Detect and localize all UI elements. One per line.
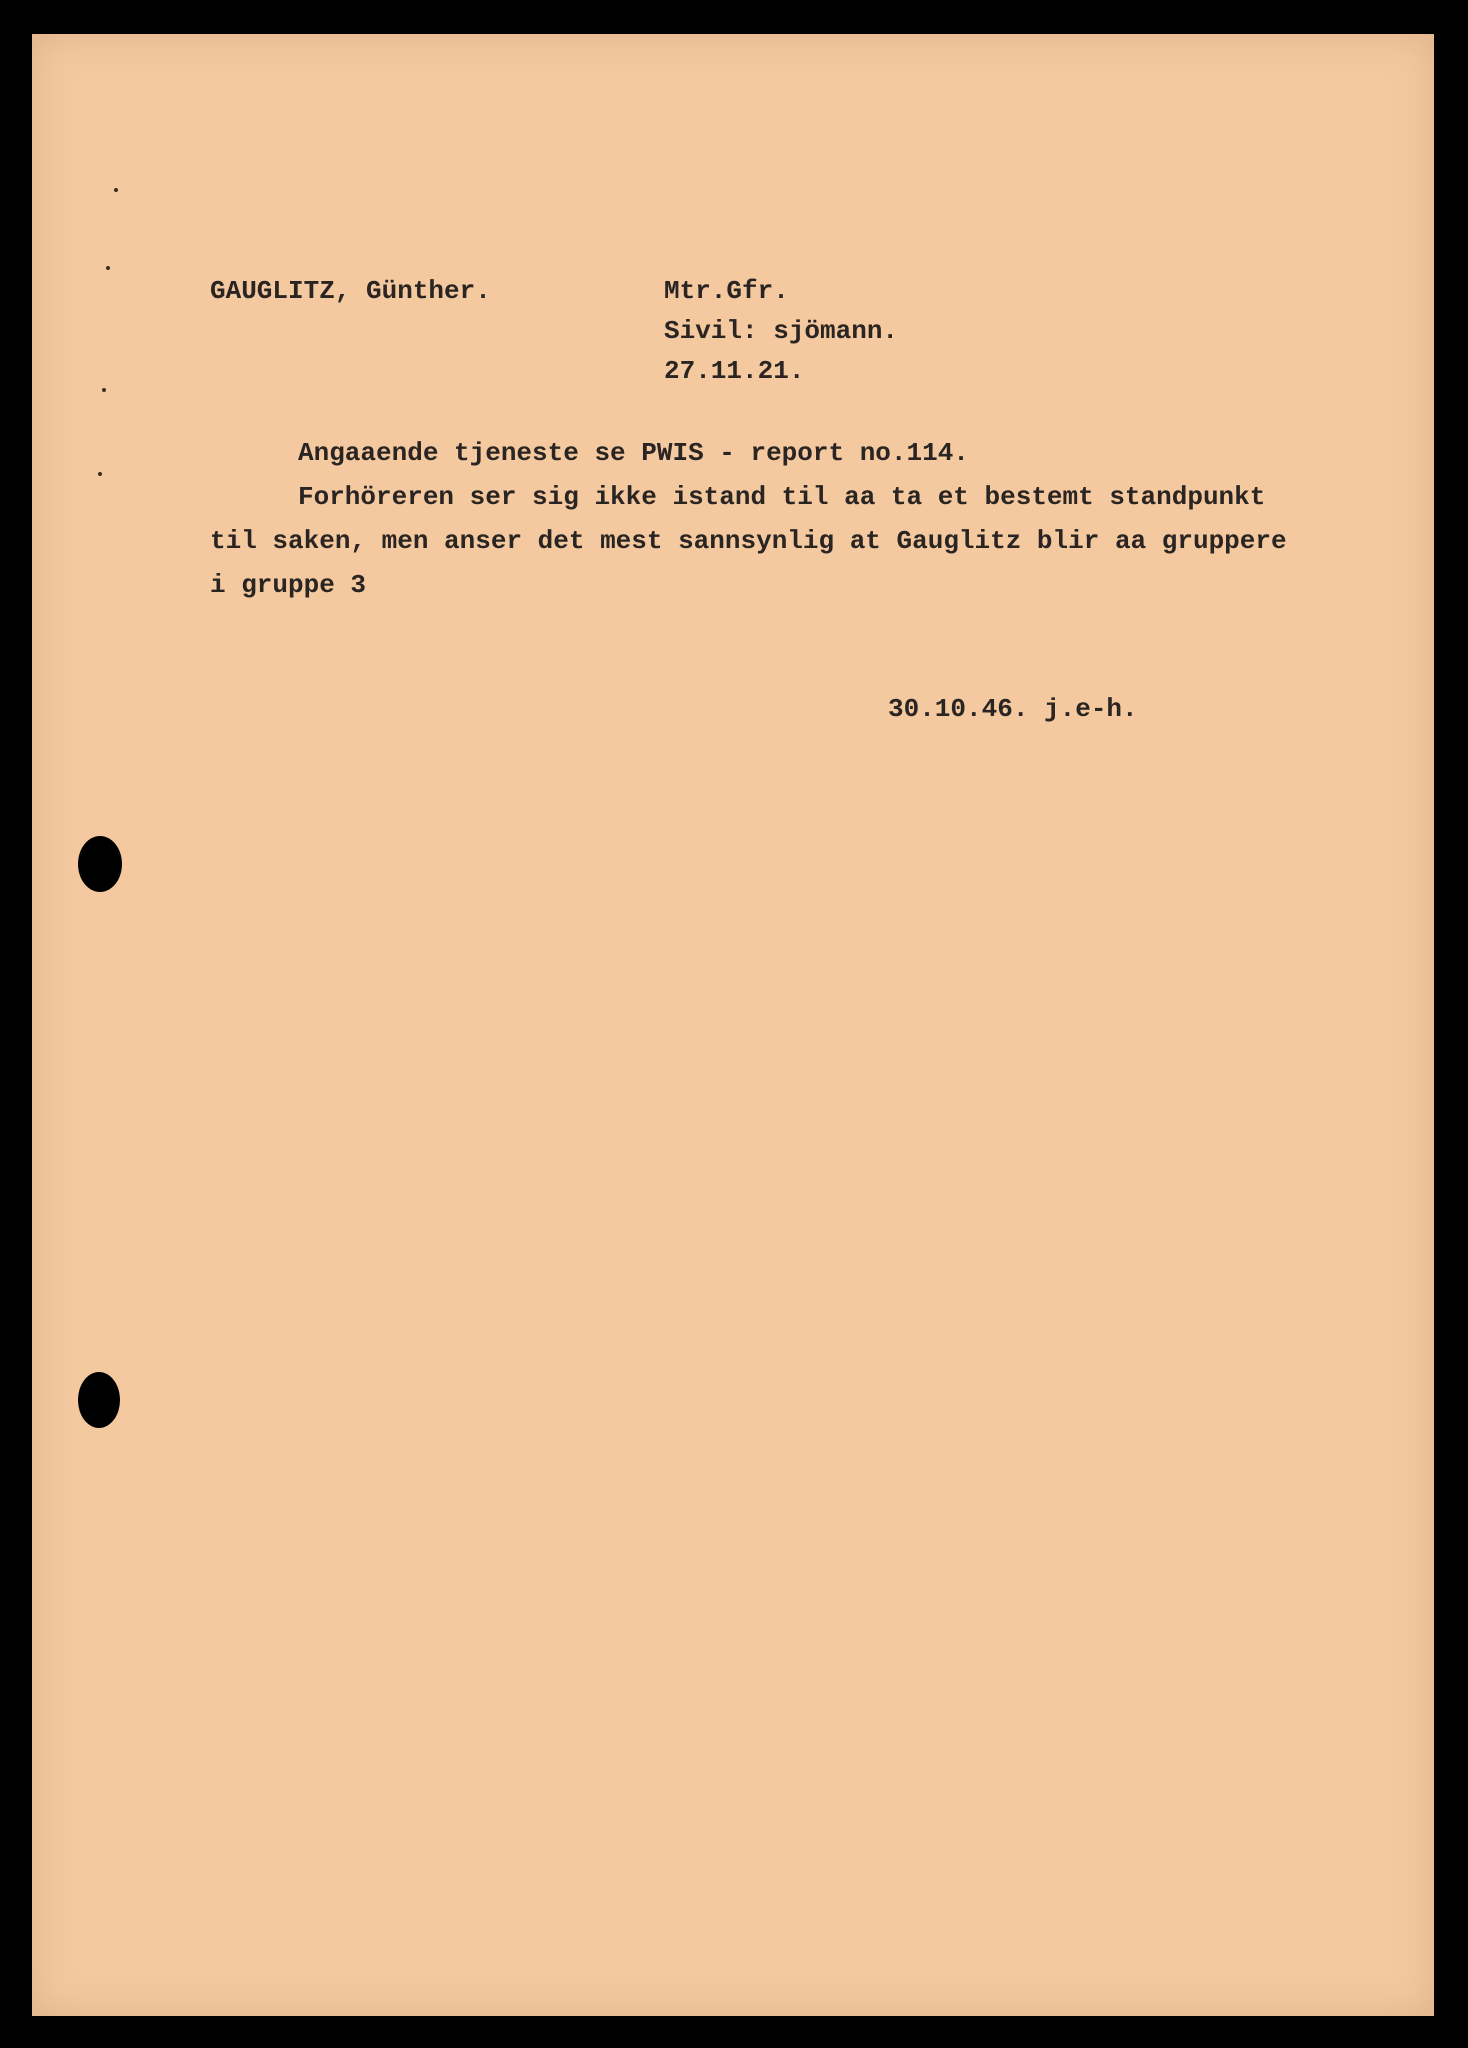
person-name: GAUGLITZ, Günther. xyxy=(210,276,491,306)
date-signature: 30.10.46. j.e-h. xyxy=(888,694,1138,724)
punch-hole-bottom xyxy=(78,1372,120,1428)
margin-speck xyxy=(102,388,106,392)
body-line-1: Angaaende tjeneste se PWIS - report no.114. xyxy=(298,438,969,468)
body-line-4: i gruppe 3 xyxy=(210,570,367,600)
civil-occupation: Sivil: sjömann. xyxy=(664,316,899,346)
body-line-3: til saken, men anser det mest sannsynlig at Gauglitz blir aa gruppere xyxy=(210,526,1287,556)
punch-hole-top xyxy=(78,836,122,892)
document-page xyxy=(32,34,1434,2016)
margin-speck xyxy=(106,266,110,270)
birth-date: 27.11.21. xyxy=(664,356,805,386)
margin-speck xyxy=(114,188,118,192)
military-rank: Mtr.Gfr. xyxy=(664,276,789,306)
margin-speck xyxy=(98,472,102,476)
body-line-2: Forhöreren ser sig ikke istand til aa ta et bestemt standpunkt xyxy=(298,482,1266,512)
